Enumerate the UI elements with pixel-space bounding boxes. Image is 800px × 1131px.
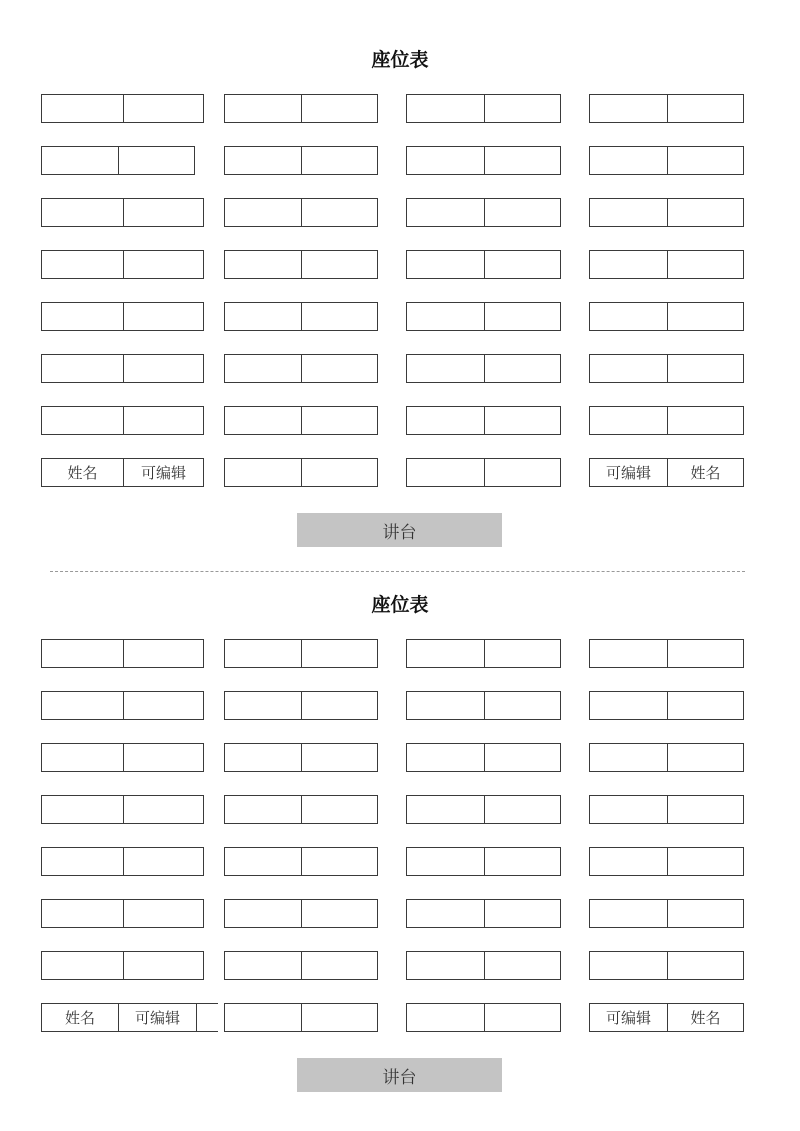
seat-cell[interactable] [484, 459, 560, 486]
seat-cell[interactable] [225, 692, 301, 719]
desk-extra-cell [196, 1003, 218, 1032]
seat-cell[interactable] [301, 95, 377, 122]
seat-row [0, 302, 800, 331]
seat-cell[interactable] [484, 251, 560, 278]
page-title: 座位表 [371, 594, 429, 616]
seat-cell[interactable] [225, 95, 301, 122]
seat-cell[interactable] [301, 796, 377, 823]
seat-cell[interactable] [301, 848, 377, 875]
seat-cell[interactable] [667, 952, 743, 979]
desk [224, 458, 378, 487]
desk [589, 406, 744, 435]
desk [224, 847, 378, 876]
seat-cell[interactable] [301, 407, 377, 434]
desk [589, 250, 744, 279]
desk [41, 458, 204, 487]
desk [224, 743, 378, 772]
seat-cell[interactable] [225, 199, 301, 226]
desk [589, 146, 744, 175]
seat-cell[interactable] [407, 952, 484, 979]
seat-cell[interactable] [667, 744, 743, 771]
desk [41, 302, 204, 331]
seat-row [0, 847, 800, 876]
desk [224, 795, 378, 824]
seat-cell[interactable] [225, 303, 301, 330]
seat-cell[interactable] [225, 796, 301, 823]
seat-cell[interactable] [301, 640, 377, 667]
seat-cell[interactable] [484, 199, 560, 226]
desk [589, 198, 744, 227]
seat-cell[interactable]: 姓名 [667, 1004, 743, 1031]
seat-cell[interactable] [123, 744, 203, 771]
seat-cell[interactable]: 可编辑 [605, 464, 651, 482]
seat-cell[interactable] [484, 95, 560, 122]
seat-cell[interactable] [42, 796, 123, 823]
seat-cell[interactable] [667, 199, 743, 226]
seat-row [0, 743, 800, 772]
seat-cell[interactable] [590, 848, 667, 875]
desk [41, 639, 204, 668]
seat-cell[interactable] [590, 640, 667, 667]
seat-cell[interactable] [301, 303, 377, 330]
seat-cell[interactable] [667, 640, 743, 667]
seat-cell[interactable] [590, 251, 667, 278]
desk [589, 1003, 744, 1032]
seat-cell[interactable] [225, 147, 301, 174]
seat-cell[interactable] [407, 900, 484, 927]
seat-cell[interactable] [407, 355, 484, 382]
desk [41, 691, 204, 720]
seat-cell[interactable] [42, 355, 123, 382]
seat-cell[interactable] [667, 355, 743, 382]
desk [406, 743, 561, 772]
desk [589, 639, 744, 668]
seat-cell[interactable]: 可编辑 [605, 1009, 651, 1027]
desk [41, 354, 204, 383]
seat-cell[interactable] [42, 251, 123, 278]
desk [589, 743, 744, 772]
seat-cell[interactable] [301, 459, 377, 486]
seat-cell[interactable] [123, 640, 203, 667]
seat-cell[interactable] [484, 952, 560, 979]
seat-cell[interactable] [225, 952, 301, 979]
seat-row [0, 1003, 800, 1032]
desk [589, 951, 744, 980]
seat-cell[interactable] [407, 848, 484, 875]
desk [224, 951, 378, 980]
seat-cell[interactable] [123, 407, 203, 434]
seat-row [0, 146, 800, 175]
desk [589, 899, 744, 928]
seat-cell[interactable] [667, 692, 743, 719]
desk [589, 94, 744, 123]
seat-cell[interactable] [123, 796, 203, 823]
seat-cell[interactable] [42, 900, 123, 927]
seat-cell[interactable] [301, 744, 377, 771]
desk [41, 743, 204, 772]
seat-cell[interactable] [484, 692, 560, 719]
seat-row [0, 94, 800, 123]
seat-cell[interactable] [407, 199, 484, 226]
podium: 讲台 [297, 1058, 502, 1092]
seat-cell[interactable] [301, 692, 377, 719]
seat-cell[interactable] [118, 147, 194, 174]
seat-cell[interactable] [590, 355, 667, 382]
seat-cell[interactable] [407, 303, 484, 330]
seat-cell[interactable] [225, 848, 301, 875]
seat-cell[interactable] [484, 355, 560, 382]
seat-cell[interactable] [301, 1004, 377, 1031]
desk [41, 899, 204, 928]
desk [224, 146, 378, 175]
seat-cell[interactable] [667, 95, 743, 122]
seat-cell[interactable] [301, 355, 377, 382]
desk [224, 899, 378, 928]
seat-cell[interactable] [42, 199, 123, 226]
desk [224, 250, 378, 279]
desk [589, 458, 744, 487]
seat-cell[interactable] [407, 640, 484, 667]
seat-cell[interactable] [225, 744, 301, 771]
seat-cell[interactable] [42, 147, 118, 174]
page-title: 座位表 [371, 49, 429, 71]
desk [406, 354, 561, 383]
seat-cell[interactable] [123, 900, 203, 927]
desk [589, 691, 744, 720]
seat-row [0, 250, 800, 279]
desk [589, 795, 744, 824]
seat-cell[interactable] [225, 355, 301, 382]
desk [589, 302, 744, 331]
seat-row [0, 406, 800, 435]
podium: 讲台 [297, 513, 502, 547]
seat-cell[interactable] [225, 640, 301, 667]
seat-cell[interactable] [42, 640, 123, 667]
desk [224, 1003, 378, 1032]
desk [589, 354, 744, 383]
seat-cell[interactable] [301, 251, 377, 278]
desk [406, 406, 561, 435]
seat-cell[interactable] [225, 1004, 301, 1031]
desk [406, 94, 561, 123]
desk [41, 146, 195, 175]
desk [224, 354, 378, 383]
seat-cell[interactable] [123, 952, 203, 979]
seat-cell[interactable] [484, 303, 560, 330]
seat-cell[interactable] [407, 407, 484, 434]
seat-cell[interactable] [42, 744, 123, 771]
seat-cell[interactable] [667, 303, 743, 330]
seat-cell[interactable] [484, 407, 560, 434]
desk [406, 951, 561, 980]
seat-row [0, 198, 800, 227]
seat-cell[interactable] [407, 692, 484, 719]
desk [406, 847, 561, 876]
desk [224, 406, 378, 435]
desk [406, 250, 561, 279]
seat-cell[interactable] [484, 744, 560, 771]
desk [224, 302, 378, 331]
desk [406, 899, 561, 928]
seat-cell[interactable]: 可编辑 [118, 1004, 196, 1031]
desk [406, 639, 561, 668]
desk [41, 198, 204, 227]
desk [41, 847, 204, 876]
seat-cell[interactable] [42, 848, 123, 875]
seat-cell[interactable] [123, 303, 203, 330]
seat-cell[interactable] [42, 952, 123, 979]
seat-cell[interactable] [667, 900, 743, 927]
desk [224, 94, 378, 123]
seat-cell[interactable] [407, 796, 484, 823]
desk [41, 1003, 197, 1032]
seat-cell[interactable] [123, 199, 203, 226]
desk [41, 250, 204, 279]
desk [406, 146, 561, 175]
seat-cell[interactable] [42, 95, 123, 122]
seat-cell[interactable] [123, 355, 203, 382]
seat-cell[interactable]: 姓名 [667, 459, 743, 486]
seat-cell[interactable]: 姓名 [67, 464, 98, 482]
seat-cell[interactable] [667, 147, 743, 174]
seat-cell[interactable]: 可编辑 [123, 459, 203, 486]
seat-cell[interactable] [590, 744, 667, 771]
seat-cell[interactable] [484, 848, 560, 875]
seat-cell[interactable] [407, 147, 484, 174]
seat-cell[interactable] [301, 900, 377, 927]
seat-cell[interactable] [484, 900, 560, 927]
seat-cell[interactable] [123, 251, 203, 278]
seat-cell[interactable] [484, 1004, 560, 1031]
seat-cell[interactable] [301, 147, 377, 174]
seat-cell[interactable] [590, 407, 667, 434]
desk [41, 406, 204, 435]
seat-cell[interactable]: 姓名 [64, 1009, 95, 1027]
seat-cell[interactable] [590, 796, 667, 823]
seat-cell[interactable] [42, 407, 123, 434]
seat-cell[interactable] [301, 199, 377, 226]
seat-cell[interactable] [667, 848, 743, 875]
seat-cell[interactable] [225, 459, 301, 486]
seat-cell[interactable] [590, 199, 667, 226]
seat-cell[interactable] [667, 796, 743, 823]
seat-cell[interactable] [484, 796, 560, 823]
seat-cell[interactable] [590, 692, 667, 719]
seat-cell[interactable] [407, 459, 484, 486]
desk [406, 1003, 561, 1032]
seat-cell[interactable] [407, 251, 484, 278]
desk [589, 847, 744, 876]
seat-cell[interactable] [123, 692, 203, 719]
seat-cell[interactable] [667, 251, 743, 278]
seat-cell[interactable] [484, 640, 560, 667]
seat-row [0, 354, 800, 383]
page-divider [50, 571, 745, 572]
desk [406, 691, 561, 720]
seat-cell[interactable] [484, 147, 560, 174]
desk [406, 458, 561, 487]
desk [406, 198, 561, 227]
seat-cell[interactable] [590, 303, 667, 330]
seat-cell[interactable] [42, 303, 123, 330]
seat-cell[interactable] [590, 900, 667, 927]
desk [224, 639, 378, 668]
seat-row [0, 899, 800, 928]
desk [41, 951, 204, 980]
desk [41, 94, 204, 123]
seat-cell[interactable] [225, 900, 301, 927]
seat-row [0, 458, 800, 487]
seat-cell[interactable] [590, 952, 667, 979]
seat-row [0, 951, 800, 980]
seat-cell[interactable] [590, 95, 667, 122]
seat-cell[interactable] [407, 1004, 484, 1031]
desk [406, 795, 561, 824]
seat-row [0, 795, 800, 824]
seat-cell[interactable] [407, 95, 484, 122]
seat-cell[interactable] [42, 692, 123, 719]
seat-cell[interactable] [123, 848, 203, 875]
seat-cell[interactable] [301, 952, 377, 979]
seat-cell[interactable] [225, 251, 301, 278]
seat-cell[interactable] [590, 147, 667, 174]
seat-row [0, 691, 800, 720]
seat-row [0, 639, 800, 668]
seat-cell[interactable] [407, 744, 484, 771]
desk [406, 302, 561, 331]
desk [41, 795, 204, 824]
seat-cell[interactable] [123, 95, 203, 122]
seat-cell[interactable] [667, 407, 743, 434]
desk [224, 691, 378, 720]
desk [224, 198, 378, 227]
seat-cell[interactable] [225, 407, 301, 434]
